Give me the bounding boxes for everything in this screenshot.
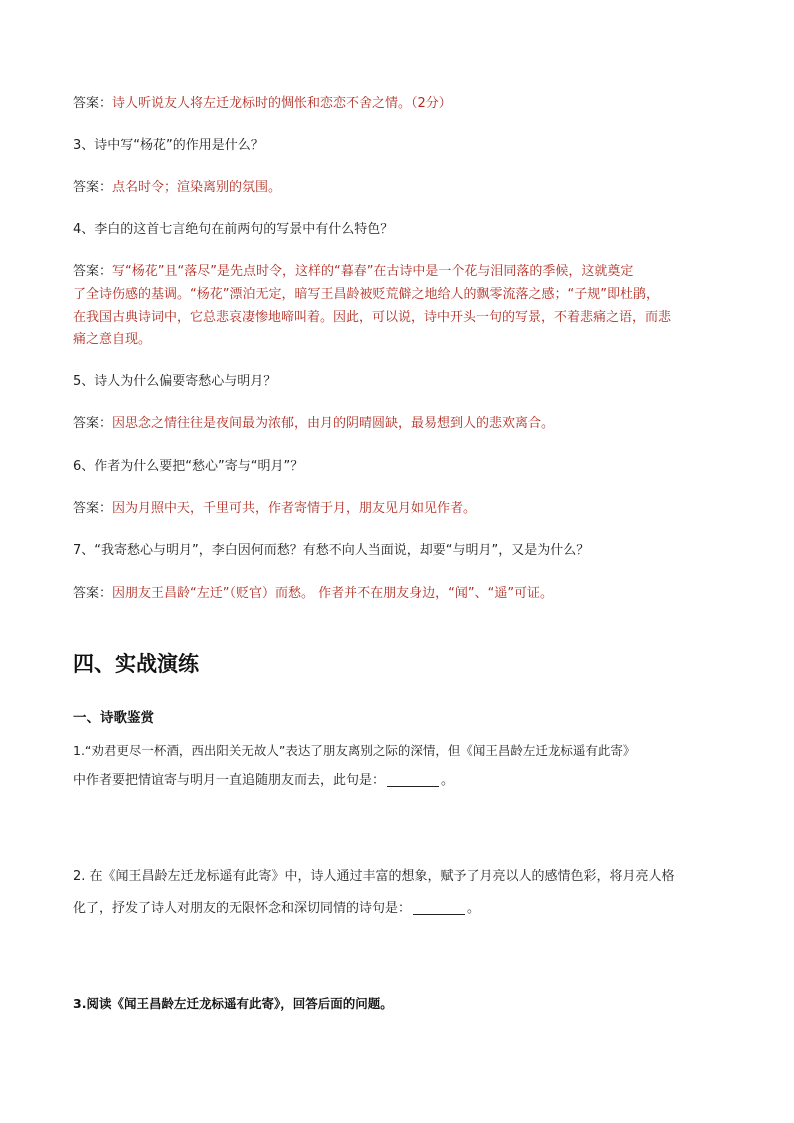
answer-text: 诗人听说友人将左迁龙标时的惆怅和恋恋不舍之情。（2分） — [112, 96, 452, 111]
question-6: 6、作者为什么要把“愁心”寄与“明月”？ — [73, 459, 304, 474]
answer-blank[interactable] — [413, 900, 465, 915]
exercise-text: 中作者要把情谊寄与明月一直追随朋友而去，此句是： — [73, 773, 386, 788]
exercise-2-line-1: 2. 在《闻王昌龄左迁龙标遥有此寄》中，诗人通过丰富的想象，赋予了月亮以人的感情色彩，将月亮人格 — [73, 869, 675, 884]
answer-label: 答案： — [73, 96, 113, 111]
answer-7 — [73, 584, 723, 604]
answer-4-line-2 — [73, 285, 723, 305]
exercise-3: 3.阅读《闻王昌龄左迁龙标遥有此寄》，回答后面的问题。 — [73, 996, 393, 1011]
answer-text: 因朋友王昌龄“左迁”（贬官）而愁。 作者并不在朋友身边，“闻”、“遥”可证。 — [112, 586, 554, 601]
answer-label: 答案： — [73, 501, 113, 516]
answer-4-line-3 — [73, 308, 723, 328]
answer-text: 写“杨花”且“落尽”是先点时令，这样的“暮春”在古诗中是一个花与泪同落的季候，这就奠定 — [112, 264, 634, 279]
question-3: 3、诗中写“杨花”的作用是什么？ — [73, 138, 264, 153]
answer-text: 点名时令；渲染离别的氛围。 — [112, 180, 282, 195]
subsection-heading: 一、诗歌鉴赏 — [73, 710, 154, 726]
answer-text: 因为月照中天，千里可共，作者寄情于月，朋友见月如见作者。 — [112, 501, 477, 516]
question-4: 4、李白的这首七言绝句在前两句的写景中有什么特色？ — [73, 222, 394, 237]
answer-6 — [73, 499, 723, 519]
exercise-2-line-2 — [73, 899, 723, 919]
answer-3 — [73, 178, 723, 198]
exercise-text: 化了，抒发了诗人对朋友的无限怀念和深切同情的诗句是： — [73, 901, 412, 916]
question-5: 5、诗人为什么偏要寄愁心与明月？ — [73, 374, 277, 389]
answer-text: 在我国古典诗词中，它总悲哀凄惨地啼叫着。因此，可以说，诗中开头一句的写景，不着悲痛之语，而悲 — [73, 310, 672, 325]
answer-text: 了全诗伤感的基调。“杨花”漂泊无定，暗写王昌龄被贬荒僻之地给人的飘零流落之感；“子规”即杜鹃， — [73, 287, 659, 302]
answer-5 — [73, 414, 723, 434]
exercise-end: 。 — [467, 901, 481, 916]
answer-label: 答案： — [73, 416, 113, 431]
answer-label: 答案： — [73, 586, 113, 601]
exercise-end: 。 — [441, 773, 455, 788]
answer-text: 痛之意自现。 — [73, 332, 152, 347]
section-heading: 四、实战演练 — [73, 651, 199, 676]
exercise-1-line-1: 1.“劝君更尽一杯酒，西出阳关无故人”表达了朋友离别之际的深情，但《闻王昌龄左迁龙标遥有此寄》 — [73, 743, 636, 758]
answer-label: 答案： — [73, 264, 113, 279]
answer-4-line-1 — [73, 262, 723, 282]
answer-label: 答案： — [73, 180, 113, 195]
answer-blank[interactable] — [387, 772, 439, 787]
answer-4-line-4 — [73, 330, 723, 350]
answer-text: 因思念之情往往是夜间最为浓郁，由月的阴晴圆缺，最易想到人的悲欢离合。 — [112, 416, 555, 431]
answer-2 — [73, 94, 723, 114]
question-7: 7、“我寄愁心与明月”，李白因何而愁？有愁不向人当面说，却要“与明月”，又是为什么？ — [73, 543, 590, 558]
exercise-1-line-2 — [73, 771, 723, 791]
